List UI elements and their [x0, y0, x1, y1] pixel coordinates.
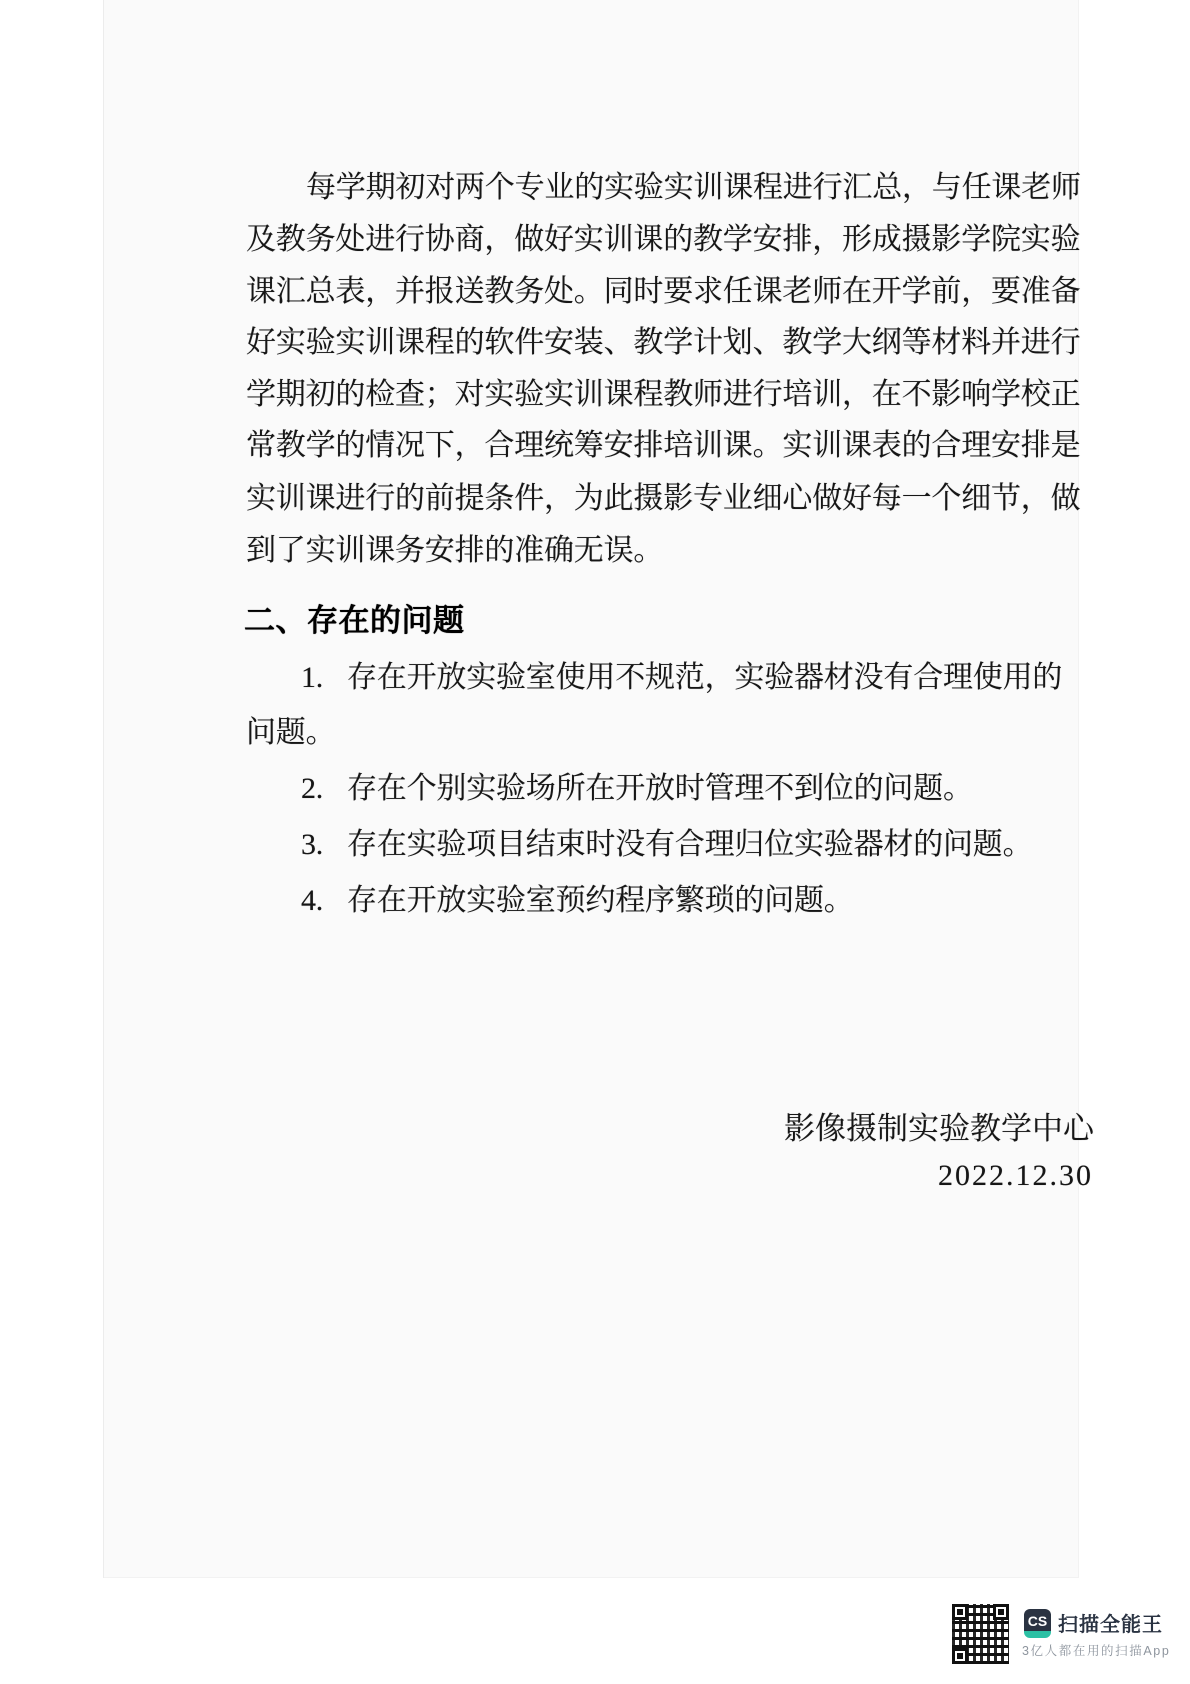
signature-line: 影像摄制实验教学中心 [784, 1111, 1094, 1146]
paragraph-line: 好实验实训课程的软件安装、教学计划、教学大纲等材料并进行 [246, 326, 1081, 359]
camscanner-tagline: 3亿人都在用的扫描App [1022, 1644, 1171, 1658]
paragraph-line: 到了实训课务安排的准确无误。 [246, 534, 664, 567]
qr-finder-icon [952, 1648, 968, 1664]
qr-finder-icon [993, 1604, 1009, 1620]
qr-finder-icon [952, 1604, 968, 1620]
camscanner-app-name: 扫描全能王 [1058, 1614, 1163, 1636]
scanned-document-page [103, 0, 1094, 1578]
paragraph-line: 常教学的情况下，合理统筹安排培训课。实训课表的合理安排是 [246, 429, 1081, 462]
section-heading: 二、存在的问题 [244, 603, 465, 638]
paragraph-line: 及教务处进行协商，做好实训课的教学安排，形成摄影学院实验 [246, 223, 1081, 256]
problem-number: 3. [301, 828, 324, 861]
problem-number: 2. [301, 772, 324, 805]
paragraph-line: 学期初的检查；对实验实训课程教师进行培训，在不影响学校正 [246, 378, 1081, 411]
problem-item-4 [301, 883, 854, 919]
signature-date: 2022.12.30 [938, 1159, 1093, 1192]
paragraph-line: 课汇总表，并报送教务处。同时要求任课老师在开学前，要准备 [246, 275, 1081, 308]
qr-code-icon [952, 1604, 1009, 1664]
problem-item-1 [301, 660, 1062, 696]
problem-number: 1. [301, 661, 324, 694]
problem-item-3 [301, 827, 1032, 863]
problem-text: 存在开放实验室预约程序繁琐的问题。 [347, 884, 854, 917]
paragraph-line: 实训课进行的前提条件，为此摄影专业细心做好每一个细节，做 [246, 482, 1081, 515]
problem-item-2 [301, 771, 973, 807]
problem-item-1-wrap: 问题。 [246, 716, 336, 749]
problem-text: 存在个别实验场所在开放时管理不到位的问题。 [347, 772, 973, 805]
problem-text: 存在开放实验室使用不规范，实验器材没有合理使用的 [347, 661, 1063, 694]
problem-number: 4. [301, 884, 324, 917]
problem-text: 存在实验项目结束时没有合理归位实验器材的问题。 [347, 828, 1033, 861]
camscanner-logo-icon: CS [1024, 1609, 1051, 1638]
paragraph-line: 每学期初对两个专业的实验实训课程进行汇总，与任课老师 [306, 171, 1081, 204]
